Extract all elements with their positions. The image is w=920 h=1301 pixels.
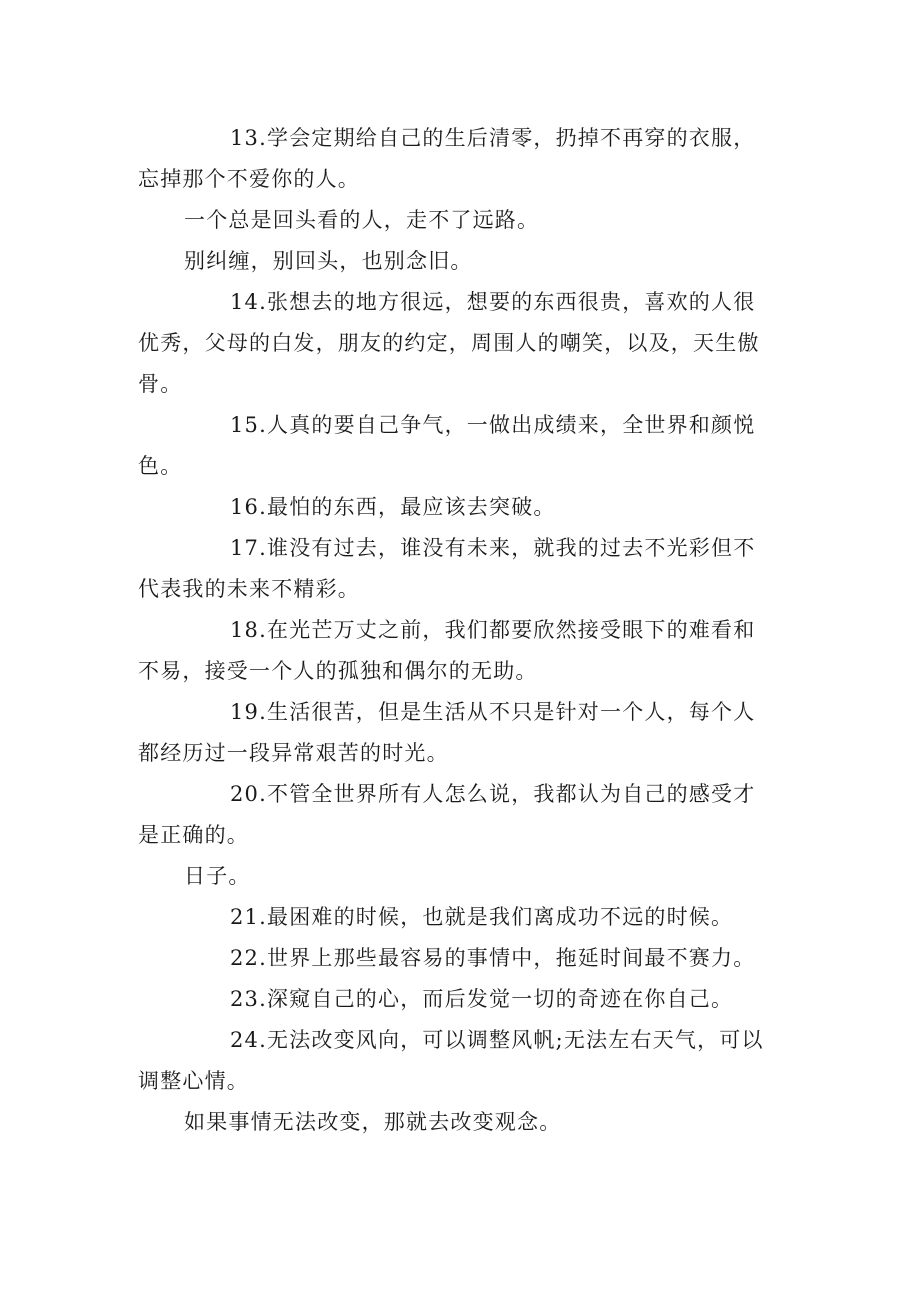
paragraph-15 [138, 405, 770, 487]
document-body [138, 118, 770, 1143]
paragraph-text: 别纠缠，别回头，也别念旧。 [184, 249, 473, 273]
paragraph-22 [138, 938, 770, 979]
item-number: 20 [230, 782, 260, 806]
paragraph-text: .最困难的时候，也就是我们离成功不远的时候。 [259, 905, 734, 929]
paragraph-text: .深窥自己的心，而后发觉一切的奇迹在你自己。 [259, 987, 734, 1011]
paragraph-17 [138, 528, 770, 610]
item-number: 24 [230, 1028, 260, 1052]
paragraph-13 [138, 118, 770, 200]
paragraph-text: .不管全世界所有人怎么说，我都认为自己的感受才是正确的。 [138, 782, 756, 847]
paragraph-19 [138, 692, 770, 774]
item-number: 23 [230, 987, 260, 1011]
item-number: 17 [230, 536, 260, 560]
item-number: 19 [230, 700, 260, 724]
paragraph-text: 一个总是回头看的人，走不了远路。 [184, 208, 540, 232]
item-number: 18 [230, 618, 260, 642]
paragraph-23 [138, 979, 770, 1020]
paragraph-text: .在光芒万丈之前，我们都要欣然接受眼下的难看和不易，接受一个人的孤独和偶尔的无助。 [138, 618, 756, 683]
paragraph-text: 日子。 [184, 864, 251, 888]
paragraph-16 [138, 487, 770, 528]
paragraph-21 [138, 897, 770, 938]
paragraph-text: .无法改变风向，可以调整风帆;无法左右天气，可以调整心情。 [138, 1028, 764, 1093]
paragraph-text: .世界上那些最容易的事情中，拖延时间最不赛力。 [259, 946, 756, 970]
item-number: 22 [230, 946, 260, 970]
paragraph-text: .生活很苦，但是生活从不只是针对一个人，每个人都经历过一段异常艰苦的时光。 [138, 700, 756, 765]
paragraph-text: .学会定期给自己的生后清零，扔掉不再穿的衣服，忘掉那个不爱你的人。 [138, 126, 756, 191]
item-number: 13 [230, 126, 260, 150]
item-number: 15 [230, 413, 260, 437]
paragraph-text: .谁没有过去，谁没有未来，就我的过去不光彩但不代表我的未来不精彩。 [138, 536, 756, 601]
paragraph-18 [138, 610, 770, 692]
paragraph-14 [138, 282, 770, 405]
paragraph-24 [138, 1020, 770, 1102]
paragraph [138, 241, 770, 282]
item-number: 21 [230, 905, 260, 929]
paragraph-text: .最怕的东西，最应该去突破。 [259, 495, 556, 519]
paragraph [138, 200, 770, 241]
paragraph-text: .人真的要自己争气，一做出成绩来，全世界和颜悦色。 [138, 413, 756, 478]
item-number: 14 [230, 290, 260, 314]
paragraph-text: 如果事情无法改变，那就去改变观念。 [184, 1110, 562, 1134]
paragraph [138, 856, 770, 897]
item-number: 16 [230, 495, 260, 519]
paragraph-20 [138, 774, 770, 856]
paragraph [138, 1102, 770, 1143]
paragraph-text: .张想去的地方很远，想要的东西很贵，喜欢的人很优秀，父母的白发，朋友的约定，周围人的嘲笑，以及，天生傲骨。 [138, 290, 760, 396]
